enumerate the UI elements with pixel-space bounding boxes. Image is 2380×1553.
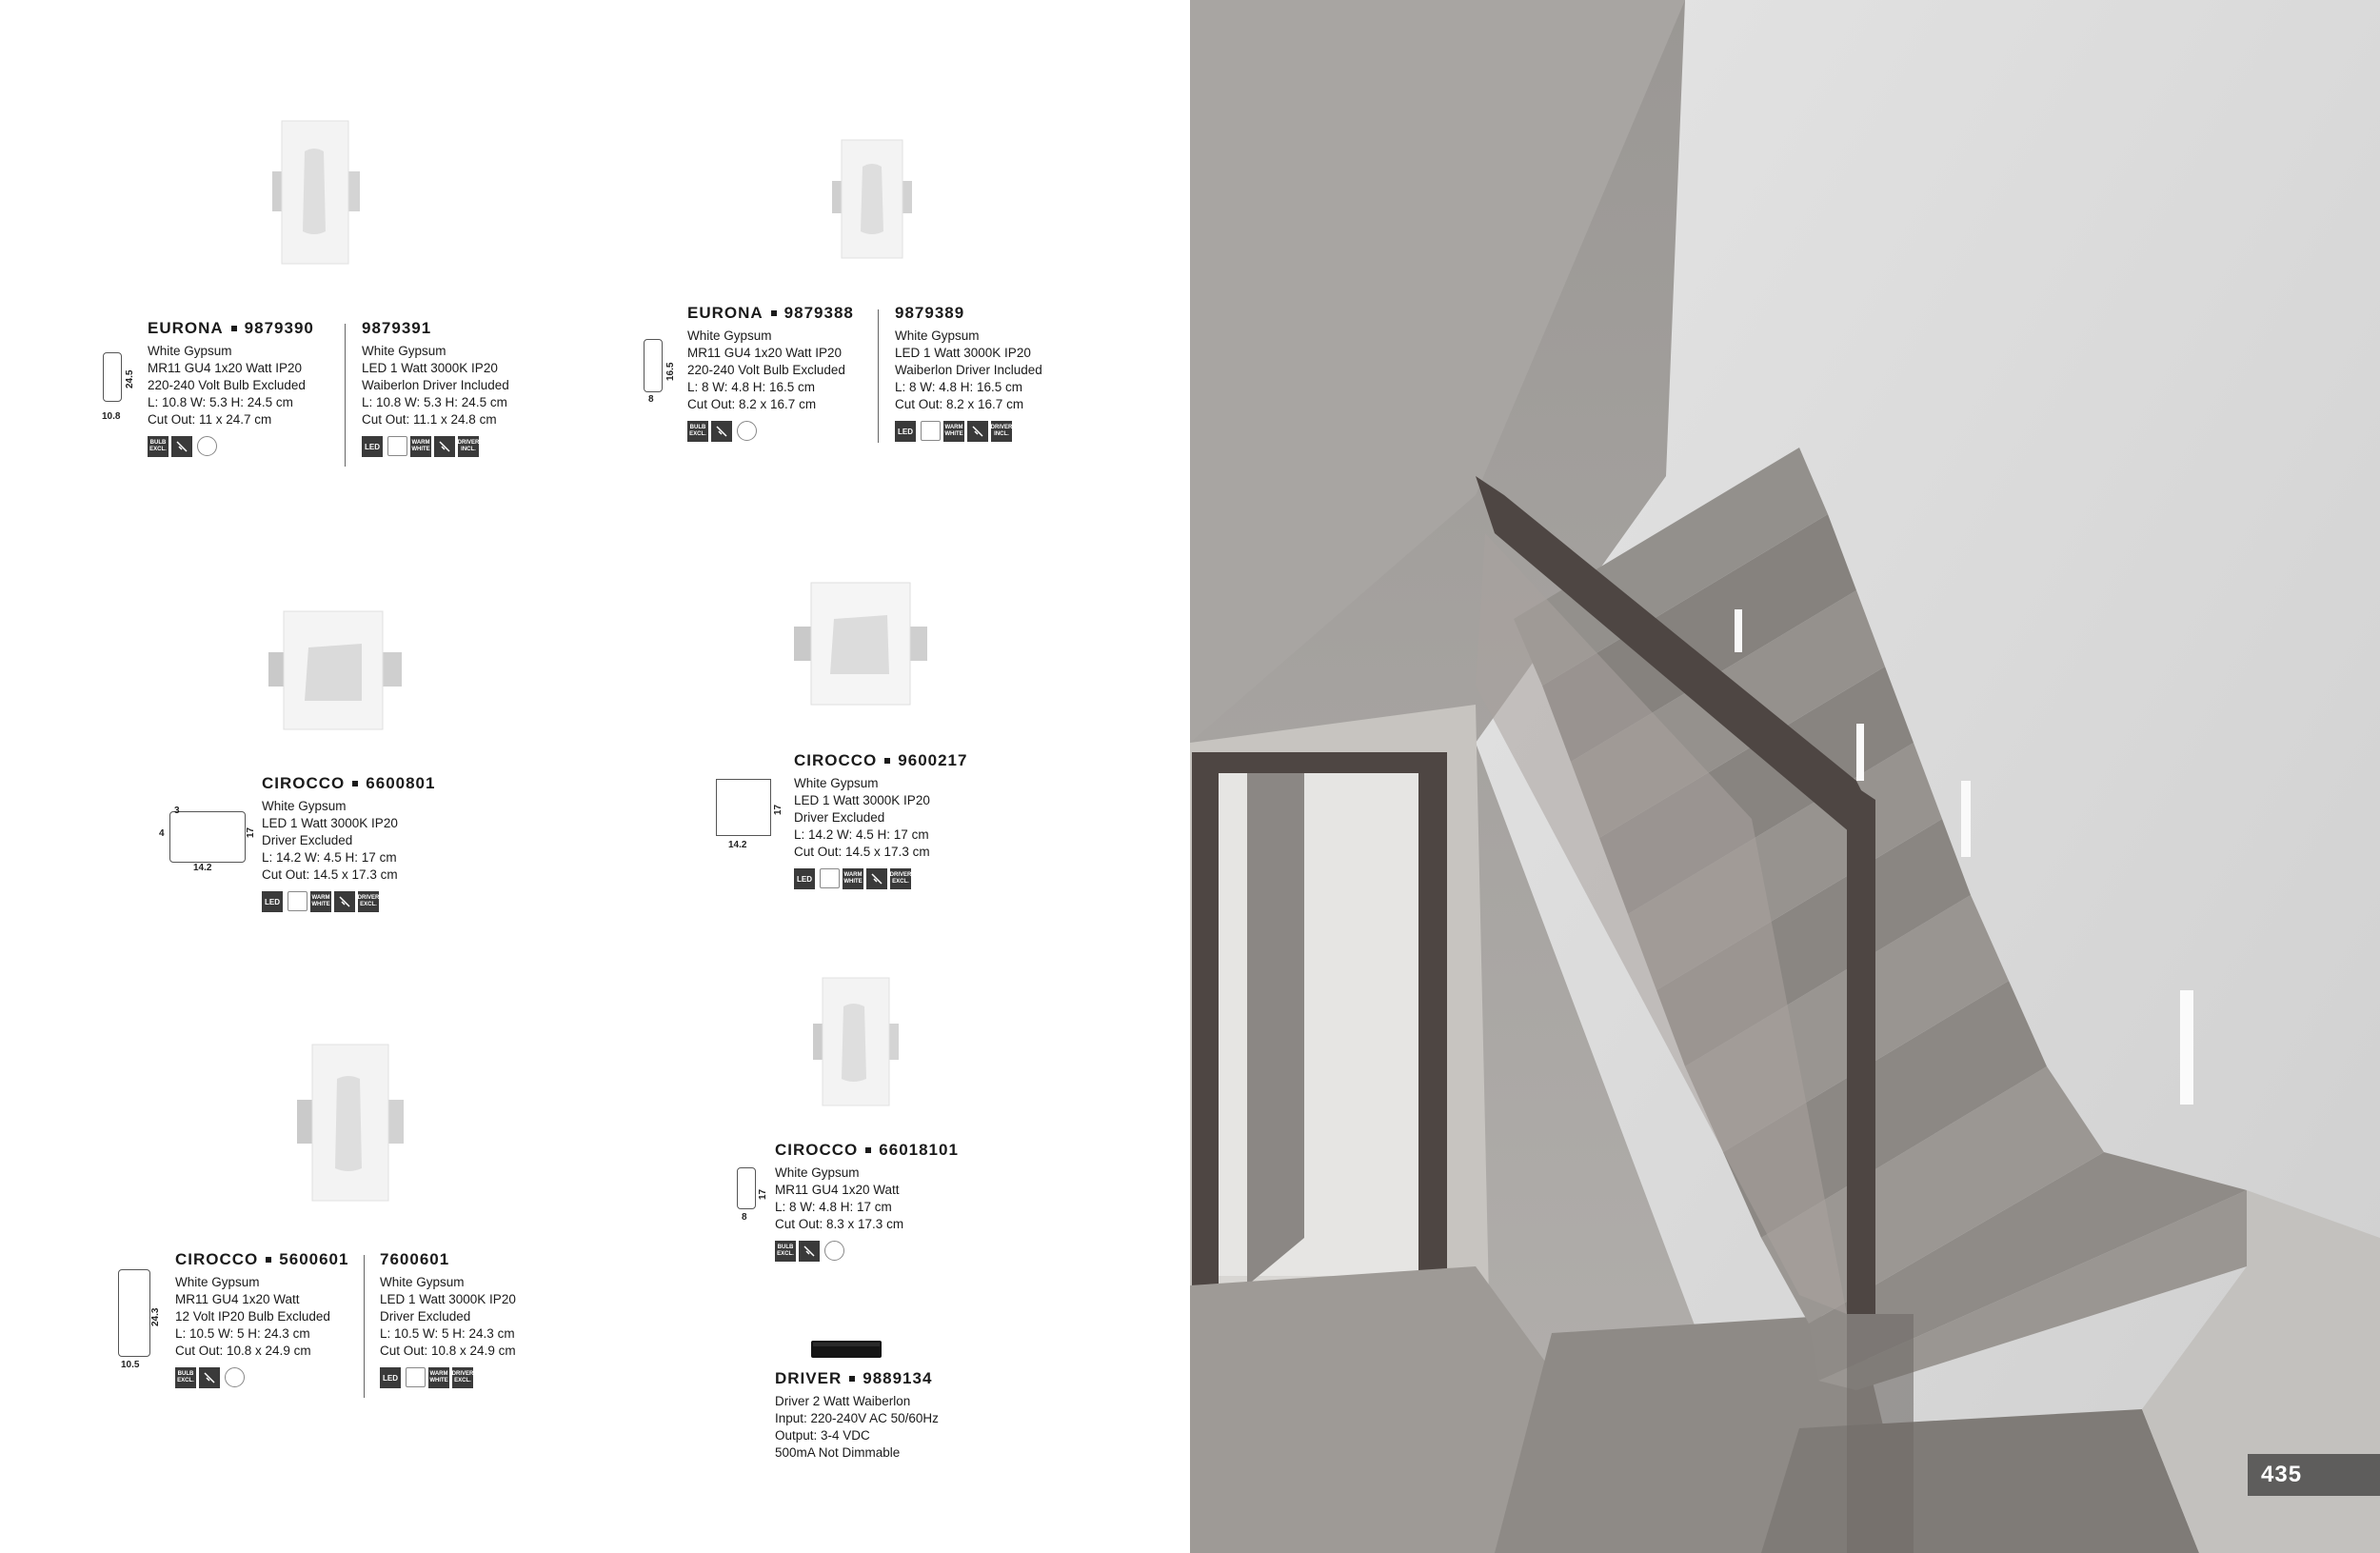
product-image-eurona-9879388 [830, 138, 916, 262]
product-title: CIROCCO 66018101 [775, 1141, 959, 1159]
dimension-height-5600601: 24.3 [150, 1307, 161, 1326]
dimension-drawing-5600601 [118, 1269, 150, 1357]
dimmable-icon [711, 421, 732, 442]
product-specs: White Gypsum LED 1 Watt 3000K IP20 Waiberlon Driver Included L: 8 W: 4.8 H: 16.5 cm Cut Out: 8.2 x 16.7 cm [895, 329, 1042, 411]
dimension-drawing-6600801 [169, 811, 246, 863]
product-title: 9879391 [362, 319, 432, 337]
product-title: DRIVER 9889134 [775, 1369, 933, 1387]
divider [345, 324, 346, 467]
led-icon: LED [380, 1367, 401, 1388]
product-image-cirocco-6600801 [267, 609, 409, 733]
led-icon: LED [895, 421, 916, 442]
circle-icon [824, 1241, 844, 1261]
product-specs: Driver 2 Watt Waiberlon Input: 220-240V AC 50/60Hz Output: 3-4 VDC 500mA Not Dimmable [775, 1394, 939, 1460]
circle-icon [737, 421, 757, 441]
dimension-height-66018101: 17 [758, 1188, 768, 1200]
dimension-width-9600217: 14.2 [728, 840, 747, 850]
feature-icons [262, 891, 435, 912]
feature-icons [380, 1367, 516, 1388]
feature-icons [148, 436, 314, 457]
beam-icon [921, 421, 941, 441]
feature-icons [362, 436, 509, 457]
divider [878, 309, 879, 443]
product-title: 7600601 [380, 1250, 450, 1268]
feature-icons [794, 868, 967, 889]
product-driver-9889134 [775, 1368, 939, 1462]
product-eurona-9879390 [148, 318, 314, 457]
dimension-drawing-9879388 [644, 339, 663, 392]
product-title: EURONA 9879390 [148, 319, 314, 337]
product-title: CIROCCO 6600801 [262, 774, 436, 792]
product-cirocco-66018101 [775, 1140, 959, 1262]
led-icon: LED [262, 891, 283, 912]
led-icon: LED [362, 436, 383, 457]
beam-icon [406, 1367, 426, 1387]
dimmable-icon [434, 436, 455, 457]
bulb-excl-icon: BULB EXCL. [687, 421, 708, 442]
dimension-width-5600601: 10.5 [121, 1360, 140, 1370]
dimension-width-9879388: 8 [648, 394, 654, 405]
driver-incl-icon: DRIVER INCL. [991, 421, 1012, 442]
bulb-excl-icon: BULB EXCL. [775, 1241, 796, 1262]
product-specs: White Gypsum MR11 GU4 1x20 Watt 12 Volt IP20 Bulb Excluded L: 10.5 W: 5 H: 24.3 cm Cut Out: 10.8 x 24.9 cm [175, 1275, 330, 1358]
product-7600601 [380, 1249, 516, 1388]
product-specs: White Gypsum LED 1 Watt 3000K IP20 Waiberlon Driver Included L: 10.8 W: 5.3 H: 24.5 cm Cut Out: 11.1 x 24.8 cm [362, 344, 509, 427]
product-specs: White Gypsum LED 1 Watt 3000K IP20 Driver Excluded L: 14.2 W: 4.5 H: 17 cm Cut Out: 14.5 x 17.3 cm [794, 776, 930, 859]
dimension-height-9879388: 16.5 [665, 362, 676, 381]
warm-white-icon: WARM WHITE [310, 891, 331, 912]
led-icon: LED [794, 868, 815, 889]
driver-excl-icon: DRIVER EXCL. [452, 1367, 473, 1388]
divider [364, 1255, 365, 1398]
product-specs: White Gypsum LED 1 Watt 3000K IP20 Driver Excluded L: 10.5 W: 5 H: 24.3 cm Cut Out: 10.8 x 24.9 cm [380, 1275, 516, 1358]
product-9879391 [362, 318, 509, 457]
product-title: EURONA 9879388 [687, 304, 854, 322]
product-title: CIROCCO 9600217 [794, 751, 968, 769]
dimmable-icon [799, 1241, 820, 1262]
warm-white-icon: WARM WHITE [943, 421, 964, 442]
dimension-width-9879390: 10.8 [102, 411, 121, 422]
driver-excl-icon: DRIVER EXCL. [890, 868, 911, 889]
product-image-cirocco-66018101 [809, 976, 904, 1109]
driver-incl-icon: DRIVER INCL. [458, 436, 479, 457]
warm-white-icon: WARM WHITE [428, 1367, 449, 1388]
product-9879389 [895, 303, 1042, 442]
product-image-driver-9889134 [811, 1339, 882, 1360]
dimmable-icon [199, 1367, 220, 1388]
feature-icons [687, 421, 854, 442]
product-specs: White Gypsum MR11 GU4 1x20 Watt IP20 220-240 Volt Bulb Excluded L: 8 W: 4.8 H: 16.5 cm Cut Out: 8.2 x 16.7 cm [687, 329, 845, 411]
dimmable-icon [171, 436, 192, 457]
product-specs: White Gypsum MR11 GU4 1x20 Watt L: 8 W: 4.8 H: 17 cm Cut Out: 8.3 x 17.3 cm [775, 1165, 904, 1231]
dimension-b-6600801: 4 [159, 828, 165, 839]
feature-icons [895, 421, 1042, 442]
dimension-drawing-9879390 [103, 352, 122, 402]
product-image-eurona-9879390 [270, 119, 366, 267]
warm-white-icon: WARM WHITE [410, 436, 431, 457]
dimmable-icon [967, 421, 988, 442]
circle-icon [197, 436, 217, 456]
dimension-drawing-9600217 [716, 779, 771, 836]
product-cirocco-6600801 [262, 773, 435, 912]
staircase-photo [1190, 0, 2380, 1553]
dimension-a-6600801: 3 [174, 806, 180, 816]
product-cirocco-5600601 [175, 1249, 348, 1388]
circle-icon [225, 1367, 245, 1387]
page-number: 435 [2248, 1454, 2380, 1496]
product-image-cirocco-5600601 [295, 1043, 409, 1205]
beam-icon [288, 891, 307, 911]
dimension-width-66018101: 8 [742, 1212, 747, 1223]
dimension-height-6600801: 17 [246, 826, 256, 838]
product-title: CIROCCO 5600601 [175, 1250, 349, 1268]
product-cirocco-9600217 [794, 750, 967, 889]
dimmable-icon [866, 868, 887, 889]
bulb-excl-icon: BULB EXCL. [148, 436, 169, 457]
dimension-height-9879390: 24.5 [125, 369, 135, 388]
product-title: 9879389 [895, 304, 965, 322]
product-specs: White Gypsum LED 1 Watt 3000K IP20 Driver Excluded L: 14.2 W: 4.5 H: 17 cm Cut Out: 14.5 x 17.3 cm [262, 799, 398, 882]
product-image-cirocco-9600217 [792, 581, 935, 709]
bulb-excl-icon: BULB EXCL. [175, 1367, 196, 1388]
beam-icon [387, 436, 407, 456]
dimension-height-9600217: 17 [773, 804, 783, 815]
beam-icon [820, 868, 840, 888]
product-eurona-9879388 [687, 303, 854, 442]
dimmable-icon [334, 891, 355, 912]
warm-white-icon: WARM WHITE [843, 868, 863, 889]
product-specs: White Gypsum MR11 GU4 1x20 Watt IP20 220-240 Volt Bulb Excluded L: 10.8 W: 5.3 H: 24.5 cm Cut Out: 11 x 24.7 cm [148, 344, 306, 427]
dimension-width-6600801: 14.2 [193, 863, 212, 873]
driver-excl-icon: DRIVER EXCL. [358, 891, 379, 912]
dimension-drawing-66018101 [737, 1167, 756, 1209]
feature-icons [775, 1241, 959, 1262]
feature-icons [175, 1367, 348, 1388]
